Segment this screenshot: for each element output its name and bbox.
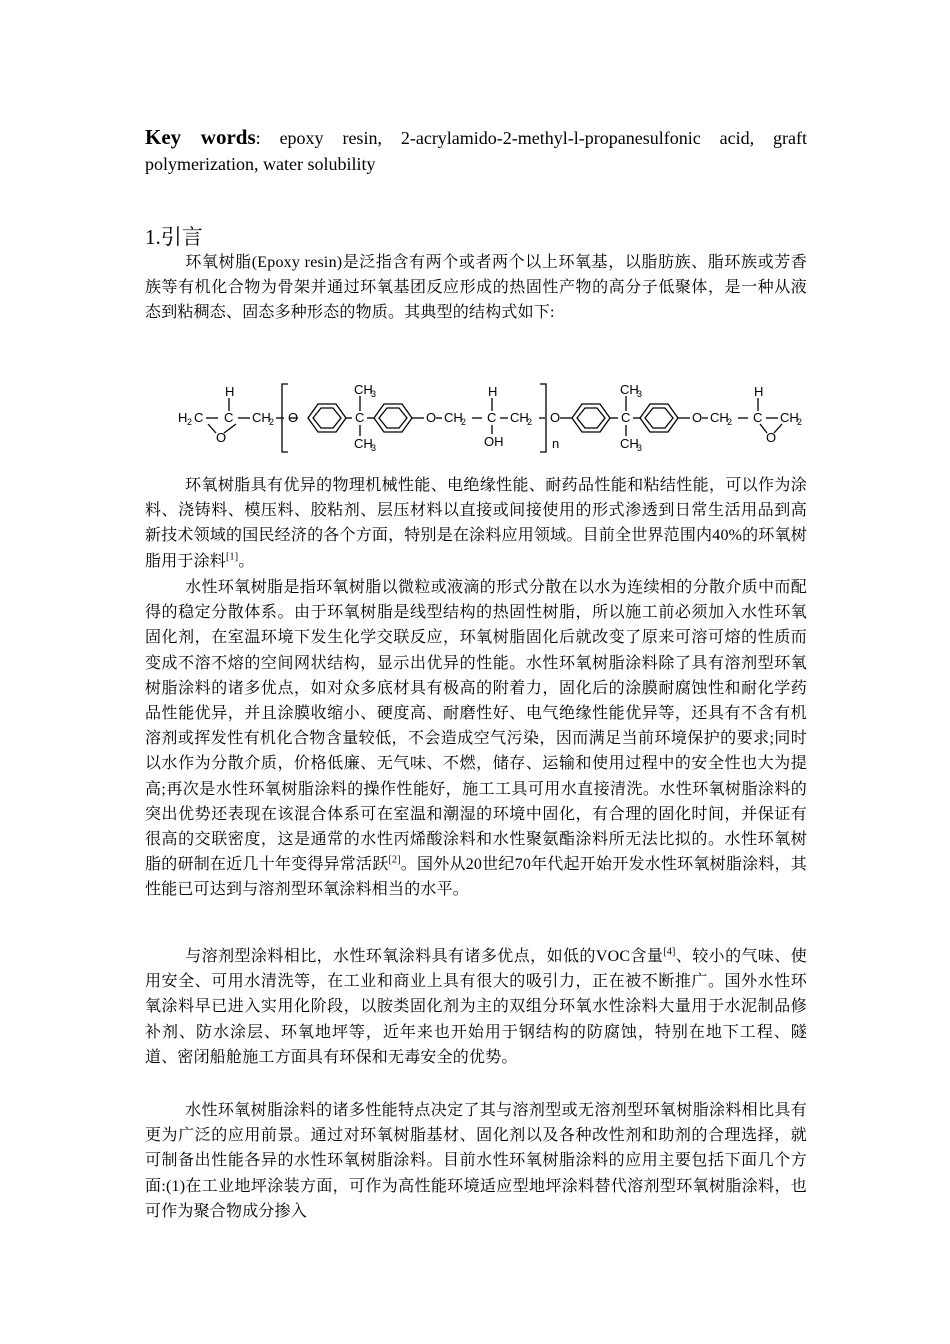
paragraph-waterborne-end: 。国外从20世纪70年代起开始开发水性环氧树脂涂料，其性能已可达到与溶剂型环氧涂料相当的水平。 <box>145 856 807 899</box>
label-o: O <box>216 430 227 445</box>
label-sub-2: 2 <box>527 417 533 427</box>
paragraph-intro-text: 环氧树脂(Epoxy resin)是泛指含有两个或者两个以上环氧基，以脂肪族、脂环族或芳香族等有机化合物为骨架并通过环氧基团反应形成的热固性产物的高分子低聚体，是一种从液态到粘稠态、固态多种形态的物质。其典型的结构式如下: <box>145 254 807 322</box>
label-oh: OH <box>484 434 504 449</box>
label-ch3: CH <box>354 436 373 451</box>
paragraph-waterborne <box>145 575 807 903</box>
keywords-label: Key words <box>145 125 256 149</box>
paragraph-applications-text: 水性环氧树脂涂料的诸多性能特点决定了其与溶剂型或无溶剂型环氧树脂涂料相比具有更为广泛的应用前景。通过对环氧树脂基材、固化剂以及各种改性剂和助剂的合理选择，就可制备出性能各异的水性环氧树脂涂料。目前水性环氧树脂涂料的应用主要包括下面几个方面:(1)在工业地坪涂装方面，可作为高性能环境适应型地坪涂料替代溶剂型环氧树脂涂料，也可作为聚合物成分掺入 <box>145 1102 807 1220</box>
label-c: C <box>355 410 365 425</box>
label-o: O <box>766 430 777 445</box>
label-h: H <box>488 384 498 399</box>
label-sub-3: 3 <box>371 443 377 453</box>
paragraph-comparison-end: 、较小的气味、使用安全、可用水清洗等，在工业和商业上具有很大的吸引力，正在被不断推广。国外水性环氧涂料早已进入实用化阶段，以胺类固化剂为主的双组分环氧水性涂料大量用于水泥制品修补剂、防水涂层、环氧地坪等，近年来也开始用于钢结构的防腐蚀，特别在地下工程、隧道、密闭船舱施工方面具有环保和无毒安全的优势。 <box>145 948 807 1066</box>
paragraph-properties-end: 。 <box>238 552 255 570</box>
paragraph-waterborne-text: 水性环氧树脂是指环氧树脂以微粒或液滴的形式分散在以水为连续相的分散介质中而配得的稳定分散体系。由于环氧树脂是线型结构的热固性树脂，所以施工前必须加入水性环氧固化剂，在室温环境下发生化学交联反应，环氧树脂固化后就改变了原来可溶可熔的性质而变成不溶不熔的空间网状结构，显示出优异的性能。水性环氧树脂涂料除了具有溶剂型环氧树脂涂料的诸多优点，如对众多底材具有极高的附着力，固化后的涂膜耐腐蚀性和耐化学药品性能优异，并且涂膜收缩小、硬度高、耐磨性好、电气绝缘性能优异等，还具有不含有机溶剂或挥发性有机化合物含量较低，不会造成空气污染，因而满足当前环境保护的要求;同时以水作为分散介质，价格低廉、无气味、不燃，储存、运输和使用过程中的安全性也大为提高;再次是水性环氧树脂涂料的操作性能好，施工工具可用水直接清洗。水性环氧树脂涂料的突出优势还表现在该混合体系可在室温和潮湿的环境中固化，有合理的固化时间，并保证有很高的交联密度，这是通常的水性丙烯酸涂料和水性聚氨酯涂料所无法比拟的。水性环氧树脂的研制在近几十年变得异常活跃 <box>145 579 807 874</box>
label-c: C <box>621 410 631 425</box>
paragraph-applications <box>145 1098 807 1224</box>
paragraph-comparison <box>145 944 807 1070</box>
label-sub-3: 3 <box>637 389 643 399</box>
label-ch3: CH <box>620 436 639 451</box>
label-o: O <box>692 410 703 425</box>
label-sub-2: 2 <box>269 417 275 427</box>
label-sub-2: 2 <box>461 417 467 427</box>
citation-4: [4] <box>663 946 676 958</box>
label-ch3: CH <box>620 382 639 397</box>
label-c: C <box>224 410 234 425</box>
label-sub-2: 2 <box>187 417 193 427</box>
paragraph-properties-text: 环氧树脂具有优异的物理机械性能、电绝缘性能、耐药品性能和粘结性能，可以作为涂料、浇铸料、模压料、胶粘剂、层压材料以直接或间接使用的形式渗透到日常生活用品到高新技术领域的国民经济的各个方面，特别是在涂料应用领域。目前全世界范围内40%的环氧树脂用于涂料 <box>145 477 807 570</box>
label-ch2: CH <box>444 410 463 425</box>
label-c: C <box>487 410 497 425</box>
keywords-text: epoxy resin, 2-acrylamido-2-methyl-l-propanesulfonic acid, graft polymerization, water solubility <box>145 128 807 174</box>
label-sub-2: 2 <box>727 417 733 427</box>
label-c: C <box>753 410 763 425</box>
paragraph-properties <box>145 473 807 574</box>
label-ch3: CH <box>354 382 373 397</box>
label-h2c: H <box>178 410 188 425</box>
keywords-line <box>145 124 807 177</box>
epoxy-structure-formula <box>174 378 814 458</box>
label-h: H <box>225 384 235 399</box>
paragraph-comparison-text: 与溶剂型涂料相比，水性环氧涂料具有诸多优点，如低的VOC含量 <box>185 948 664 965</box>
label-o: O <box>550 410 561 425</box>
label-o: O <box>426 410 437 425</box>
label-ch2: CH <box>510 410 529 425</box>
label-sub-3: 3 <box>637 443 643 453</box>
citation-1: [1] <box>226 551 239 563</box>
citation-2: [2] <box>388 854 401 866</box>
label-ch2: CH <box>252 410 271 425</box>
label-ch2: CH <box>780 410 799 425</box>
label-sub-2: 2 <box>797 417 803 427</box>
keywords-separator: : <box>255 128 280 148</box>
label-ch2: CH <box>710 410 729 425</box>
section-title: 1.引言 <box>145 225 203 249</box>
label-sub-3: 3 <box>371 389 377 399</box>
label-c: C <box>194 410 204 425</box>
label-o: O <box>288 410 299 425</box>
label-h: H <box>754 384 764 399</box>
paragraph-intro <box>145 250 807 326</box>
label-n: n <box>552 436 560 451</box>
